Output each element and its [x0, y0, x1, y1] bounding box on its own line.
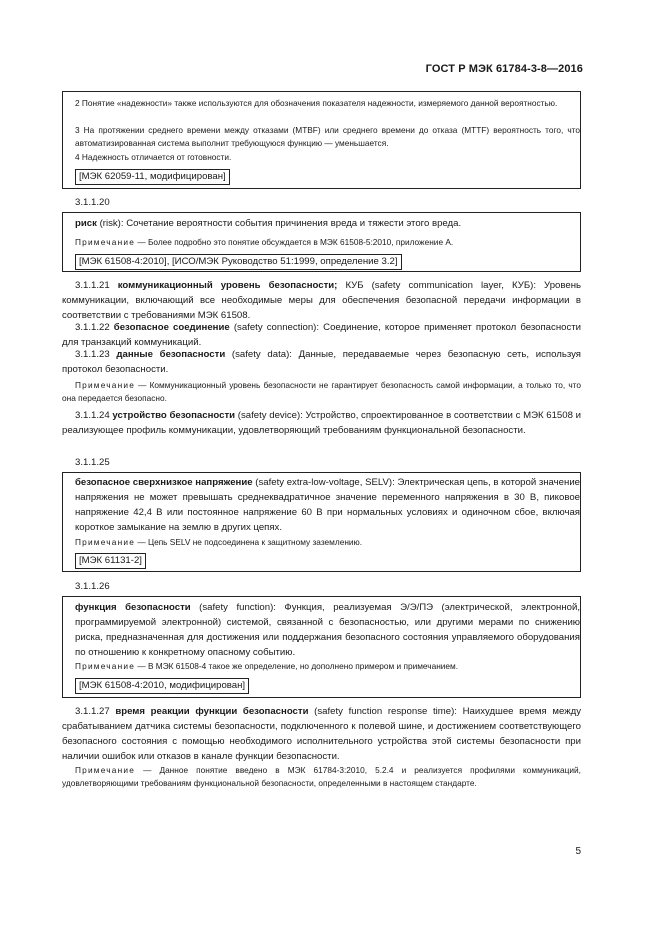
definition-response-time: 3.1.1.27 время реакции функции безопасности (safety function response time): Наихудшее время между срабатыванием датчика системы безопасности, подключенного к полевой шине, и достижением соответствующего безопасного состояния с помощью необходимого исполнительного устройства этой системы безопасности при наличии ошибок или отказов в канале функции безопасности.: [62, 706, 582, 762]
definition-selv: безопасное сверхнизкое напряжение (safety extra-low-voltage, SELV): Электрическая цепь, в которой значение напряжения не может превышать среднеквадратичное значение переменного напряжения в 30 В, пиковое напряжение 42,4 В или постоянное напряжение 60 В при нормальных условиях и одиночном сбое, включая короткое замыкание на землю в других цепях.: [75, 477, 581, 533]
reference-62059: [МЭК 62059-11, модифицирован]: [75, 169, 580, 185]
term-number-3-1-1-20: 3.1.1.20: [75, 197, 110, 208]
term-number-3-1-1-25: 3.1.1.25: [75, 457, 110, 468]
note-selv: Примечание — Цепь SELV не подсоединена к защитному заземлению.: [75, 537, 363, 547]
note-response-time: Примечание — Данное понятие введено в МЭК 61784-3:2010, 5.2.4 и реализуется профилями коммуникаций, удовлетворяющими требованиям функциональной безопасности, определенными в настоящем стандарте.: [62, 765, 581, 788]
note-safety-data: Примечание — Коммуникационный уровень безопасности не гарантирует безопасность самой информации, а только то, что она передается безопасно.: [62, 380, 581, 403]
document-header: ГОСТ Р МЭК 61784-3-8—2016: [425, 63, 583, 75]
note-risk: Примечание — Более подробно это понятие обсуждается в МЭК 61508-5:2010, приложение А.: [75, 237, 454, 247]
definition-safety-device: 3.1.1.24 устройство безопасности (safety device): Устройство, спроектированное в соответствии с МЭК 61508 и реализующее профиль коммуникации, удовлетворяющий требованиям функциональной безопасности.: [62, 410, 581, 436]
note-2: 2 Понятие «надежности» также используются для обозначения показателя надежности, измеряемого данной вероятностью.: [75, 98, 558, 108]
definition-scl: 3.1.1.21 коммуникационный уровень безопасности; КУБ (safety communication layer, КУБ): Уровень коммуникации, включающий все необходимые меры для обеспечения безопасной передачи информации в соответствии с требованиями МЭК 61508.: [62, 280, 582, 321]
term-risk: риск: [75, 218, 97, 229]
note-4: 4 Надежность отличается от готовности.: [75, 152, 232, 162]
definition-risk: риск (risk): Сочетание вероятности события причинения вреда и тяжести этого вреда.: [75, 218, 462, 229]
page-number: 5: [575, 846, 581, 857]
note-safety-function: Примечание — В МЭК 61508-4 такое же определение, но дополнено примером и примечанием.: [75, 661, 459, 671]
note-3: 3 На протяжении среднего времени между отказами (MTBF) или среднего времени до отказа (MTTF) вероятность того, что автоматизированная система выполнит требующуюся функцию — уменьшается.: [75, 125, 580, 148]
definition-safety-data: 3.1.1.23 данные безопасности (safety data): Данные, передаваемые через безопасную сеть, используя протокол безопасности.: [62, 349, 581, 375]
definition-safety-function: функция безопасности (safety function): Функция, реализуемая Э/Э/ПЭ (электрической, электронной, программируемой электронной) системой, связанной с безопасностью, или другими мерами по снижению риска, предназначенная для достижения или поддержания безопасного состояния управляемого оборудования по отношению к конкретному опасному событию.: [75, 602, 580, 658]
reference-safety-function: [МЭК 61508-4:2010, модифицирован]: [75, 678, 580, 694]
reference-risk: [МЭК 61508-4:2010], [ИСО/МЭК Руководство 51:1999, определение 3.2]: [75, 254, 580, 270]
term-number-3-1-1-26: 3.1.1.26: [75, 581, 110, 592]
definition-safety-connection: 3.1.1.22 безопасное соединение (safety connection): Соединение, которое применяет протокол безопасности для транзакций коммуникаций.: [62, 322, 582, 348]
reference-selv: [МЭК 61131-2]: [75, 553, 580, 569]
